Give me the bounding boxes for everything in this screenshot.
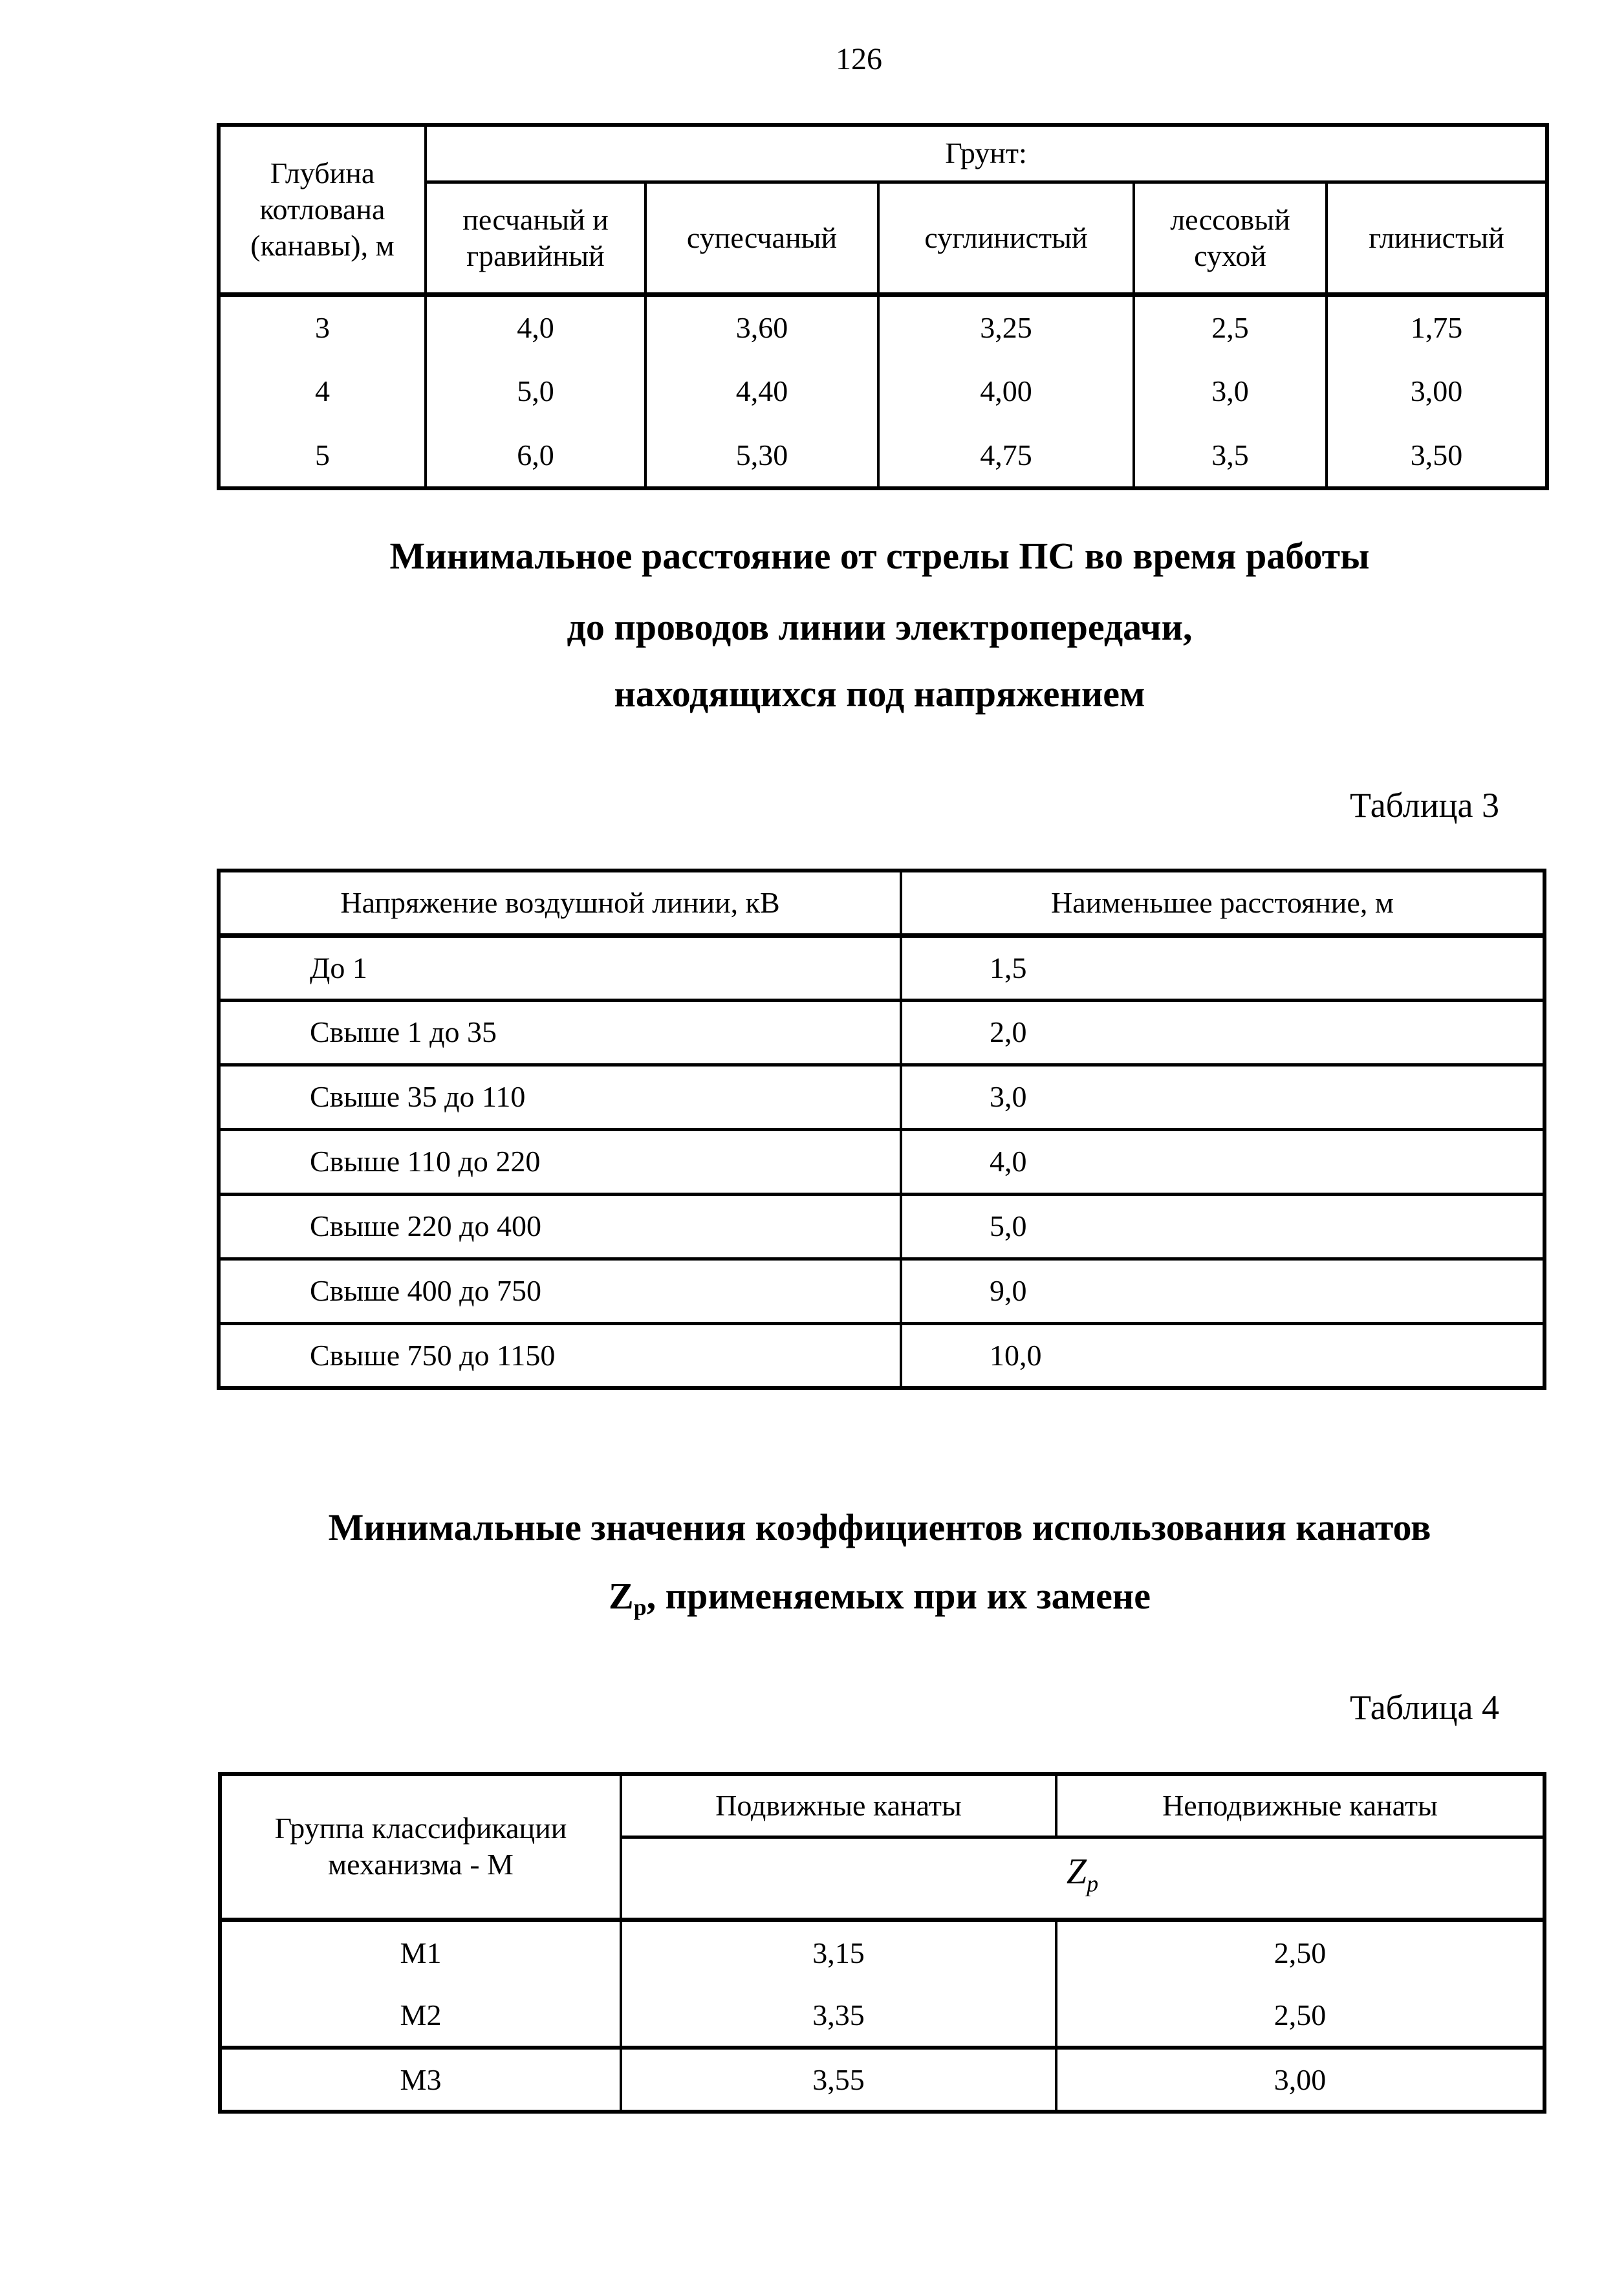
t4-movable-cell: 3,15 bbox=[621, 1920, 1056, 1984]
t4-movable-cell: 3,35 bbox=[621, 1984, 1056, 2048]
t3-range-cell: Свыше 110 до 220 bbox=[219, 1129, 901, 1194]
heading1-line3: находящихся под напряжением bbox=[614, 673, 1145, 715]
heading1-line2: до проводов линии электропередачи, bbox=[567, 606, 1193, 648]
t4-fixed-cell: 3,00 bbox=[1056, 2048, 1544, 2112]
heading2-line2-rest: , применяемых при их замене bbox=[646, 1575, 1151, 1617]
t3-range-cell: Свыше 220 до 400 bbox=[219, 1194, 901, 1259]
t1-value-cell: 3,0 bbox=[1134, 359, 1327, 424]
t1-value-cell: 4,00 bbox=[878, 359, 1134, 424]
t3-distance-cell: 3,0 bbox=[901, 1065, 1544, 1129]
t4-movable-cell: 3,55 bbox=[621, 2048, 1056, 2112]
t4-col2-header: Подвижные канаты bbox=[621, 1774, 1056, 1837]
heading2-line1: Минимальные значения коэффициентов использования канатов bbox=[328, 1506, 1431, 1548]
t3-distance-cell: 4,0 bbox=[901, 1129, 1544, 1194]
t1-value-cell: 5,30 bbox=[645, 424, 878, 488]
t1-value-cell: 3,5 bbox=[1134, 424, 1327, 488]
t1-depth-cell: 4 bbox=[219, 359, 426, 424]
t1-value-cell: 3,60 bbox=[645, 294, 878, 359]
table-row bbox=[219, 1194, 1544, 1259]
zp-subscript: p bbox=[1087, 1870, 1099, 1897]
table3-label: Таблица 3 bbox=[1350, 786, 1499, 825]
zp-subscript: р bbox=[633, 1594, 647, 1621]
table-row bbox=[219, 871, 1544, 935]
t4-fixed-cell: 2,50 bbox=[1056, 1984, 1544, 2048]
table-row bbox=[219, 294, 1547, 359]
table-row bbox=[220, 2048, 1544, 2112]
t1-subheader: суглинистый bbox=[878, 182, 1134, 294]
table-row bbox=[219, 1000, 1544, 1065]
t3-distance-cell: 1,5 bbox=[901, 935, 1544, 1000]
t1-value-cell: 2,5 bbox=[1134, 294, 1327, 359]
t1-corner-header: Глубина котлована (канавы), м bbox=[219, 125, 426, 294]
table-row bbox=[219, 1323, 1544, 1388]
t1-value-cell: 4,0 bbox=[426, 294, 645, 359]
zp-symbol: Z bbox=[1066, 1852, 1087, 1892]
t1-value-cell: 3,25 bbox=[878, 294, 1134, 359]
t4-col3-header: Неподвижные канаты bbox=[1056, 1774, 1544, 1837]
page-number: 126 bbox=[836, 42, 882, 76]
t3-range-cell: Свыше 400 до 750 bbox=[219, 1259, 901, 1323]
t3-range-cell: До 1 bbox=[219, 935, 901, 1000]
t1-subheader: глинистый bbox=[1327, 182, 1547, 294]
t3-distance-cell: 9,0 bbox=[901, 1259, 1544, 1323]
t4-group-cell: М3 bbox=[220, 2048, 621, 2112]
table-row bbox=[219, 1259, 1544, 1323]
table-row bbox=[219, 935, 1544, 1000]
table-row bbox=[219, 424, 1547, 488]
t3-distance-cell: 2,0 bbox=[901, 1000, 1544, 1065]
t1-subheader: супесчаный bbox=[645, 182, 878, 294]
table-row bbox=[220, 1774, 1544, 1837]
t1-depth-cell: 3 bbox=[219, 294, 426, 359]
t4-fixed-cell: 2,50 bbox=[1056, 1920, 1544, 1984]
table-rope-coefficients bbox=[218, 1772, 1546, 2114]
t1-value-cell: 6,0 bbox=[426, 424, 645, 488]
t1-value-cell: 3,50 bbox=[1327, 424, 1547, 488]
t4-group-cell: М1 bbox=[220, 1920, 621, 1984]
t4-group-cell: М2 bbox=[220, 1984, 621, 2048]
t3-col1-header: Напряжение воздушной линии, кВ bbox=[219, 871, 901, 935]
t1-subheader: песчаный и гравийный bbox=[426, 182, 645, 294]
t4-corner-line1: Группа классификации bbox=[274, 1812, 567, 1845]
table-row bbox=[220, 1984, 1544, 2048]
heading2-line2 bbox=[217, 1572, 1543, 1632]
table-excavation-depth bbox=[217, 123, 1549, 490]
table-row bbox=[220, 1920, 1544, 1984]
t1-value-cell: 4,40 bbox=[645, 359, 878, 424]
t3-range-cell: Свыше 35 до 110 bbox=[219, 1065, 901, 1129]
t3-distance-cell: 5,0 bbox=[901, 1194, 1544, 1259]
table-row bbox=[219, 1129, 1544, 1194]
t1-value-cell: 1,75 bbox=[1327, 294, 1547, 359]
t1-subheader: лессовый сухой bbox=[1134, 182, 1327, 294]
t3-distance-cell: 10,0 bbox=[901, 1323, 1544, 1388]
t1-group-header: Грунт: bbox=[426, 125, 1547, 182]
heading1-line1: Минимальное расстояние от стрелы ПС во время работы bbox=[389, 535, 1370, 577]
table4-label: Таблица 4 bbox=[1350, 1688, 1499, 1727]
table-row bbox=[219, 359, 1547, 424]
t3-range-cell: Свыше 750 до 1150 bbox=[219, 1323, 901, 1388]
t4-corner-header bbox=[220, 1774, 621, 1920]
t3-col2-header: Наименьшее расстояние, м bbox=[901, 871, 1544, 935]
t4-zp-cell bbox=[621, 1837, 1544, 1920]
t1-value-cell: 3,00 bbox=[1327, 359, 1547, 424]
t3-range-cell: Свыше 1 до 35 bbox=[219, 1000, 901, 1065]
table-power-line-distance bbox=[217, 869, 1546, 1390]
zp-symbol: Z bbox=[608, 1575, 634, 1617]
table-row bbox=[219, 125, 1547, 182]
t1-depth-cell: 5 bbox=[219, 424, 426, 488]
table-row bbox=[219, 1065, 1544, 1129]
t1-value-cell: 4,75 bbox=[878, 424, 1134, 488]
t4-corner-line2: механизма - М bbox=[328, 1848, 514, 1881]
t1-value-cell: 5,0 bbox=[426, 359, 645, 424]
